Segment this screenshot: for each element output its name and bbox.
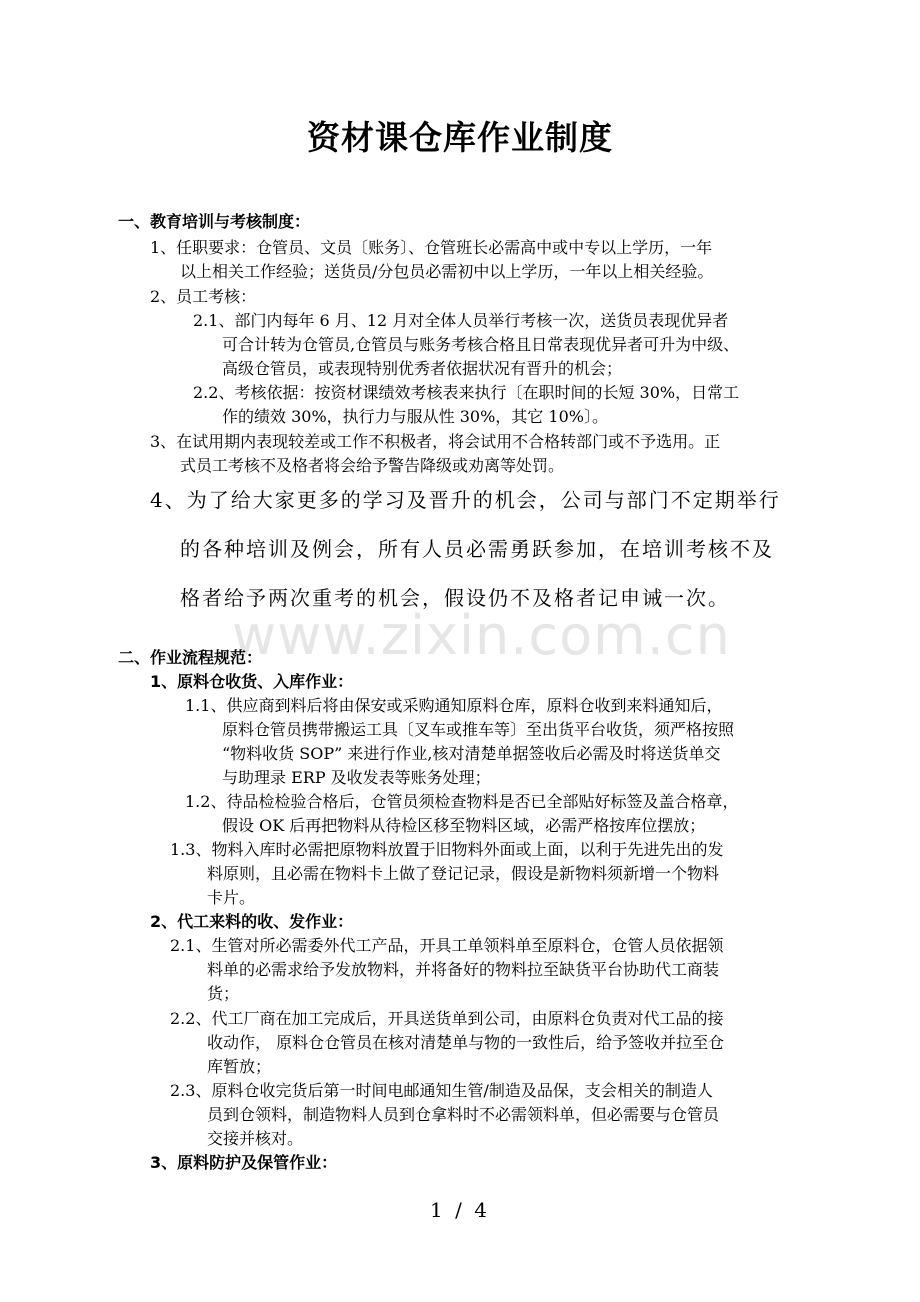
section1-line: 2、员工考核：	[150, 287, 257, 306]
document-title: 资材课仓库作业制度	[307, 118, 613, 157]
section2-sub1-heading: 1、原料仓收货、入库作业：	[150, 672, 354, 691]
section1-line: 2.1、部门内每年 6 月、12 月对全体人员举行考核一次，送货员表现优异者	[193, 311, 729, 330]
section2-sub1-line: 卡片。	[207, 888, 256, 907]
section2-sub1-line: “物料收货 SOP” 来进行作业,核对清楚单据签收后必需及时将送货单交	[222, 744, 721, 763]
section2-sub2-line: 收动作， 原料仓仓管员在核对清楚单与物的一致性后，给予签收并拉至仓	[207, 1033, 725, 1052]
section2-sub3-heading: 3、原料防护及保管作业：	[150, 1153, 338, 1172]
section2-heading: 二、作业流程规范：	[118, 648, 263, 667]
section2-sub2-line: 交接并核对。	[207, 1129, 304, 1148]
section2-sub1-line: 与助理录 ERP 及收发表等账务处理；	[222, 768, 491, 787]
section1-line-large: 4、为了给大家更多的学习及晋升的机会，公司与部门不定期举行	[150, 488, 781, 512]
section2-sub1-line: 原料仓管员携带搬运工具〔叉车或推车等〕至出货平台收货，须严格按照	[222, 720, 735, 739]
section1-line-large: 的各种培训及例会，所有人员必需勇跃参加，在培训考核不及	[180, 537, 774, 561]
section2-sub1-line: 1.3、物料入库时必需把原物料放置于旧物料外面或上面，以利于先进先出的发	[170, 840, 724, 859]
section2-sub2-line: 2.2、代工厂商在加工完成后，开具送货单到公司，由原料仓负责对代工品的接	[170, 1009, 724, 1028]
section2-sub2-line: 货；	[207, 984, 240, 1003]
section2-sub2-line: 2.1、生管对所必需委外代工产品，开具工单领料单至原料仓，仓管人员依据领	[170, 936, 724, 955]
section2-sub2-line: 2.3、原料仓收完货后第一时间电邮通知生管/制造及品保，支会相关的制造人	[170, 1081, 713, 1100]
section2-sub2-line: 员到仓领料，制造物料人员到仓拿料时不必需领料单，但必需要与仓管员	[207, 1105, 720, 1124]
section2-sub2-line: 料单的必需求给予发放物料，并将备好的物料拉至缺货平台协助代工商装	[207, 960, 720, 979]
watermark: www.zixin.com.cn	[232, 604, 731, 667]
section1-line: 式员工考核不及格者将会给予警告降级或劝离等处罚。	[180, 456, 565, 475]
section2-sub1-line: 假设 OK 后再把物料从待检区移至物料区域，必需严格按库位摆放；	[222, 816, 706, 835]
section1-line: 可合计转为仓管员,仓管员与账务考核合格且日常表现优异者可升为中级、	[222, 335, 740, 354]
section1-line: 作的绩效 30%，执行力与服从性 30%，其它 10%〕。	[222, 407, 608, 426]
section1-line: 3、在试用期内表现较差或工作不积极者，将会试用不合格转部门或不予选用。正	[150, 432, 721, 451]
section2-sub1-line: 料原则，且必需在物料卡上做了登记记录，假设是新物料须新增一个物料	[207, 864, 720, 883]
section2-sub1-line: 1.1、供应商到料后将由保安或采购通知原料仓库，原料仓收到来料通知后，	[185, 696, 723, 715]
section1-line: 2.2、考核依据：按资材课绩效考核表来执行〔在职时间的长短 30%，日常工	[193, 383, 740, 402]
section1-line: 1、任职要求：仓管员、文员〔账务〕、仓管班长必需高中或中专以上学历，一年	[150, 238, 713, 257]
section1-line-large: 格者给予两次重考的机会，假设仍不及格者记申诫一次。	[180, 586, 730, 610]
page-number: 1 / 4	[430, 1198, 490, 1222]
section2-sub2-heading: 2、代工来料的收、发作业：	[150, 912, 354, 931]
section1-heading: 一、教育培训与考核制度：	[118, 212, 311, 231]
section1-line: 高级仓管员，或表现特别优秀者依据状况有晋升的机会；	[222, 359, 623, 378]
section1-line: 以上相关工作经验；送货员/分包员必需初中以上学历，一年以上相关经验。	[180, 262, 714, 281]
section2-sub2-line: 库暂放；	[207, 1057, 272, 1076]
section2-sub1-line: 1.2、待品检检验合格后，仓管员须检查物料是否已全部贴好标签及盖合格章，	[185, 792, 739, 811]
